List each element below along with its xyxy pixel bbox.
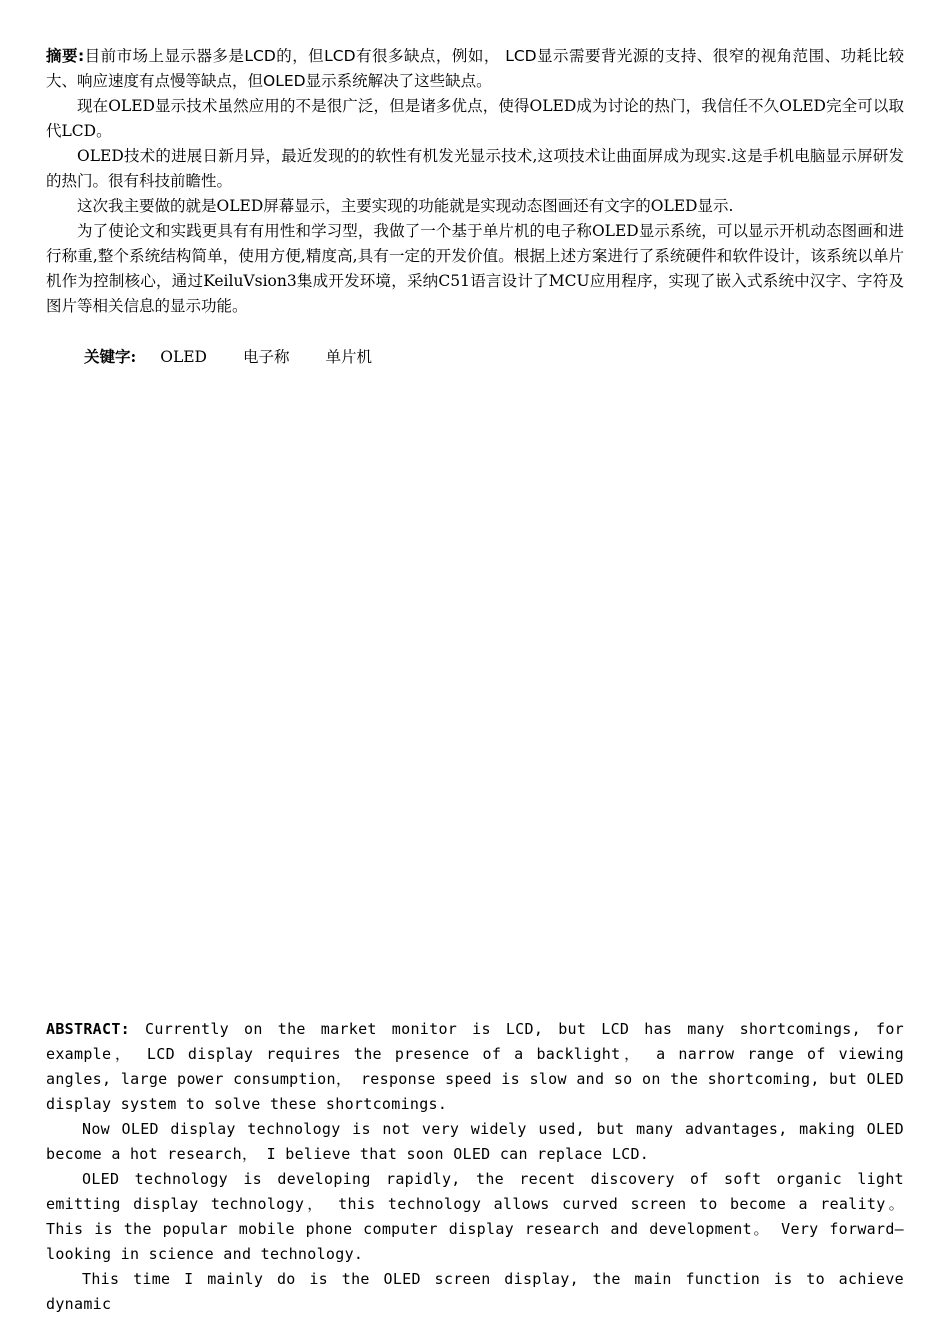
chinese-abstract-text: 目前市场上显示器多是LCD的，但LCD有很多缺点，例如， LCD显示需要背光源的支持、很窄的视角范围、功耗比较大、响应速度有点慢等缺点，但OLED显示系统解决了这些缺点。: [46, 47, 904, 90]
keyword: OLED: [160, 348, 207, 366]
chinese-paragraph: 为了使论文和实践更具有有用性和学习型，我做了一个基于单片机的电子称OLED显示系统，可以显示开机动态图画和进行称重,整个系统结构简单，使用方便,精度高,具有一定的开发价值。根据上述方案进行了系统硬件和软件设计，该系统以单片机作为控制核心，通过KeiluVsion3集成开发环境，采纳C51语言设计了MCU应用程序，实现了嵌入式系统中汉字、字符及图片等相关信息的显示功能。: [46, 222, 904, 315]
chinese-keywords: [84, 344, 408, 370]
keywords-label: 关键字:: [84, 347, 137, 366]
english-paragraph: This time I mainly do is the OLED screen display, the main function is to achieve dynamic: [46, 1270, 904, 1313]
english-abstract-text: Currently on the market monitor is LCD, but LCD has many shortcomings, for example， LCD display requires the presence of a backlight， a narrow range of viewing angles, large power consumption， response speed is slow and so on the shortcoming, but OLED display system to solve these shortcomings.: [46, 1020, 904, 1113]
keyword: 电子称: [242, 348, 290, 366]
english-abstract-paragraph: [46, 1017, 904, 1117]
chinese-abstract-section: [46, 44, 904, 319]
english-abstract-section: [46, 1017, 904, 1317]
english-abstract-label: ABSTRACT:: [46, 1020, 130, 1038]
english-paragraph: Now OLED display technology is not very widely used, but many advantages, making OLED become a hot research， I believe that soon OLED can replace LCD.: [46, 1120, 904, 1163]
chinese-paragraph: OLED技术的进展日新月异，最近发现的的软性有机发光显示技术,这项技术让曲面屏成为现实.这是手机电脑显示屏研发的热门。很有科技前瞻性。: [46, 147, 904, 190]
keyword: 单片机: [325, 348, 373, 366]
chinese-abstract-paragraph: [46, 44, 904, 94]
chinese-abstract-label: 摘要:: [46, 47, 85, 65]
chinese-paragraph: 现在OLED显示技术虽然应用的不是很广泛，但是诸多优点，使得OLED成为讨论的热门，我信任不久OLED完全可以取代LCD。: [46, 97, 904, 140]
chinese-paragraph: 这次我主要做的就是OLED屏幕显示，主要实现的功能就是实现动态图画还有文字的OLED显示.: [77, 197, 734, 215]
english-paragraph: OLED technology is developing rapidly, the recent discovery of soft organic light emitting display technology， this technology allows curved screen to become a reality。 This is the popular mobile phone computer display research and development。 Very forward—looking in science and technology.: [46, 1170, 904, 1263]
